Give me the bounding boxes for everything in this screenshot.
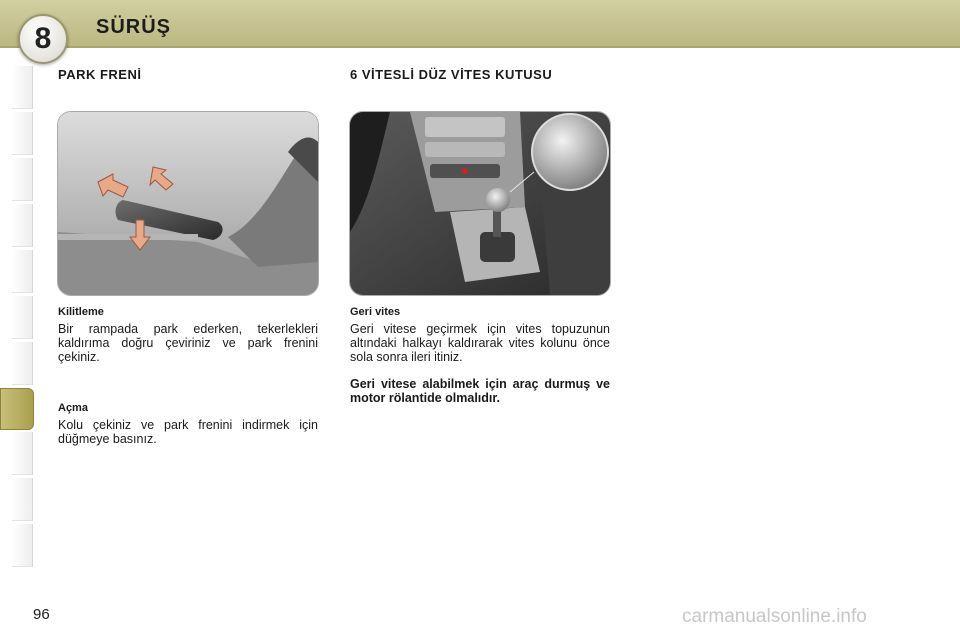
chapter-tab-8-active[interactable] [0, 388, 34, 430]
release-subheading: Açma [58, 402, 88, 414]
reverse-note: Geri vitese alabilmek için araç durmuş ve motor rölantide olmalıdır. [350, 377, 610, 405]
chapter-tab-4[interactable] [12, 204, 33, 247]
chapter-tab-7[interactable] [12, 342, 33, 385]
chapter-tab-1[interactable] [12, 66, 33, 109]
chapter-tab-6[interactable] [12, 296, 33, 339]
chapter-title: SÜRÜŞ [96, 16, 172, 38]
parking-brake-heading: PARK FRENİ [58, 67, 142, 82]
gearbox-heading: 6 VİTESLİ DÜZ VİTES KUTUSU [350, 67, 553, 82]
reverse-subheading: Geri vites [350, 306, 401, 318]
watermark: carmanualsonline.info [682, 606, 867, 627]
chapter-tab-2[interactable] [12, 112, 33, 155]
chapter-tab-11[interactable] [12, 524, 33, 567]
page-number: 96 [33, 606, 50, 623]
chapter-tab-9[interactable] [12, 432, 33, 475]
manual-gearbox-icon [350, 112, 610, 295]
reverse-text: Geri vitese geçirmek için vites topuzunun altındaki halkayı kaldırarak vites kolunu önce sola sonra ileri itiniz. [350, 322, 610, 364]
parking-brake-lever-icon [58, 112, 318, 295]
lock-subheading: Kilitleme [58, 306, 104, 318]
release-text: Kolu çekiniz ve park frenini indirmek için düğmeye basınız. [58, 418, 318, 446]
chapter-tab-5[interactable] [12, 250, 33, 293]
chapter-tabs [0, 66, 34, 576]
chapter-number-badge: 8 [18, 14, 68, 64]
lock-text: Bir rampada park ederken, tekerlekleri kaldırıma doğru çeviriniz ve park frenini çekiniz. [58, 322, 318, 364]
chapter-tab-10[interactable] [12, 478, 33, 521]
chapter-tab-3[interactable] [12, 158, 33, 201]
parking-brake-photo [57, 111, 319, 296]
gearbox-photo [349, 111, 611, 296]
